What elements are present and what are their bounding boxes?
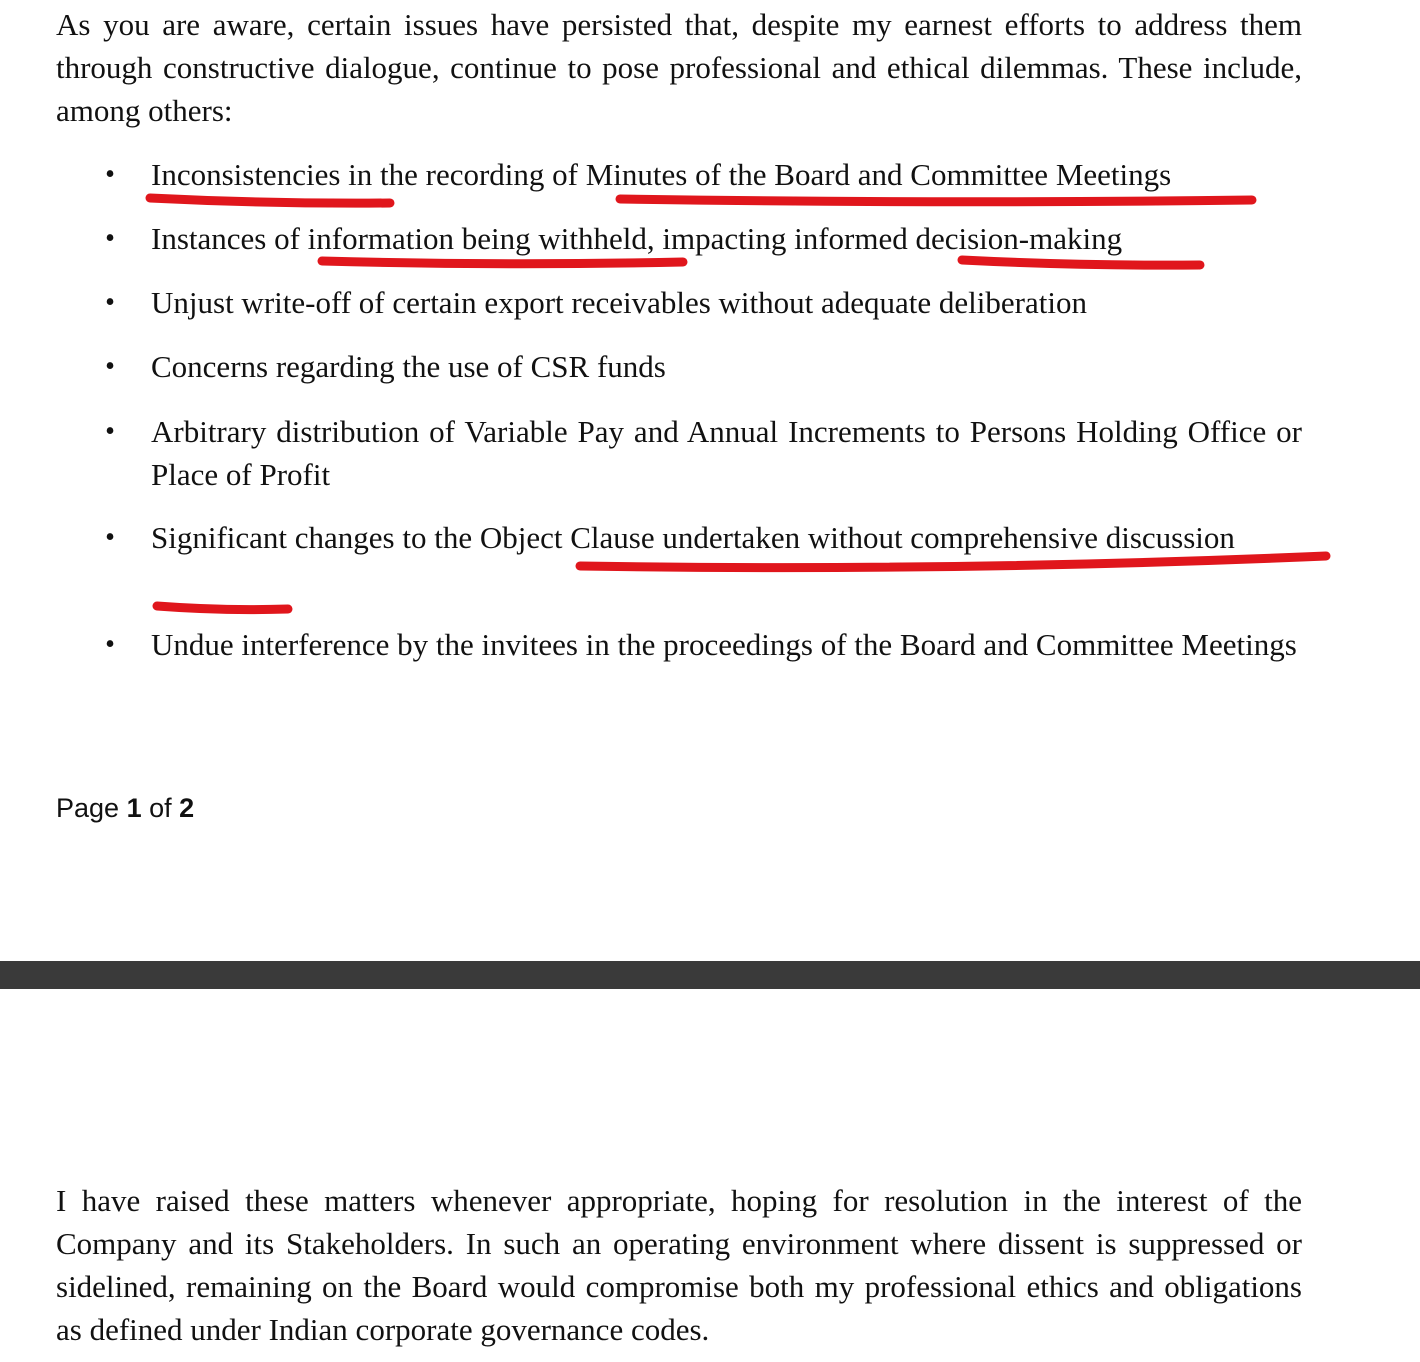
underline-inconsistencies — [150, 198, 390, 203]
bullet-point: • — [105, 416, 115, 447]
bullet-point: • — [105, 223, 115, 254]
closing-paragraph: I have raised these matters whenever appropriate, hoping for resolution in the interest of the Company and its Stakeholders. In such an operating environment where dissent is suppressed or sidelined, remaining on the Board would compromise both my professional ethics and obligations as defined under Indian corporate governance codes. — [56, 1183, 1302, 1347]
list-item-text: Undue interference by the invitees in the proceedings of the Board and Committee Meetings — [151, 627, 1297, 662]
bullet-point: • — [105, 522, 115, 553]
bullet-point: • — [105, 159, 115, 190]
list-item — [100, 345, 1302, 388]
bullet-point: • — [105, 629, 115, 660]
bullet-point: • — [105, 351, 115, 382]
list-item — [100, 410, 1302, 496]
list-item-text: Arbitrary distribution of Variable Pay and Annual Increments to Persons Holding Office or Place of Profit — [151, 414, 1302, 492]
list-item — [100, 281, 1302, 324]
list-item-text: Unjust write-off of certain export receivables without adequate deliberation — [151, 285, 1087, 320]
intro-paragraph: As you are aware, certain issues have persisted that, despite my earnest efforts to address them through constructive dialogue, continue to pose professional and ethical dilemmas. These include, among others: — [56, 7, 1302, 128]
underline-decision-making — [962, 260, 1200, 265]
list-item-text: Instances of information being withheld, impacting informed decision-making — [151, 221, 1123, 256]
page-label: Page — [56, 793, 120, 823]
list-item — [100, 623, 1302, 666]
list-item-text: Significant changes to the Object Clause undertaken without comprehensive discussion — [151, 520, 1235, 555]
current-page: 1 — [126, 793, 142, 823]
page-number — [56, 790, 194, 826]
list-item-text: Concerns regarding the use of CSR funds — [151, 349, 666, 384]
underline-information-withheld — [322, 261, 683, 264]
list-item — [100, 217, 1302, 260]
page-break-bar — [0, 961, 1420, 989]
underline-minutes-board-committee — [620, 199, 1252, 202]
of-label: of — [149, 793, 172, 823]
list-item — [100, 153, 1302, 196]
bullet-point: • — [105, 287, 115, 318]
underline-discussion — [157, 606, 288, 610]
total-pages: 2 — [179, 793, 195, 823]
list-item-text: Inconsistencies in the recording of Minutes of the Board and Committee Meetings — [151, 157, 1172, 192]
list-item — [100, 516, 1302, 559]
